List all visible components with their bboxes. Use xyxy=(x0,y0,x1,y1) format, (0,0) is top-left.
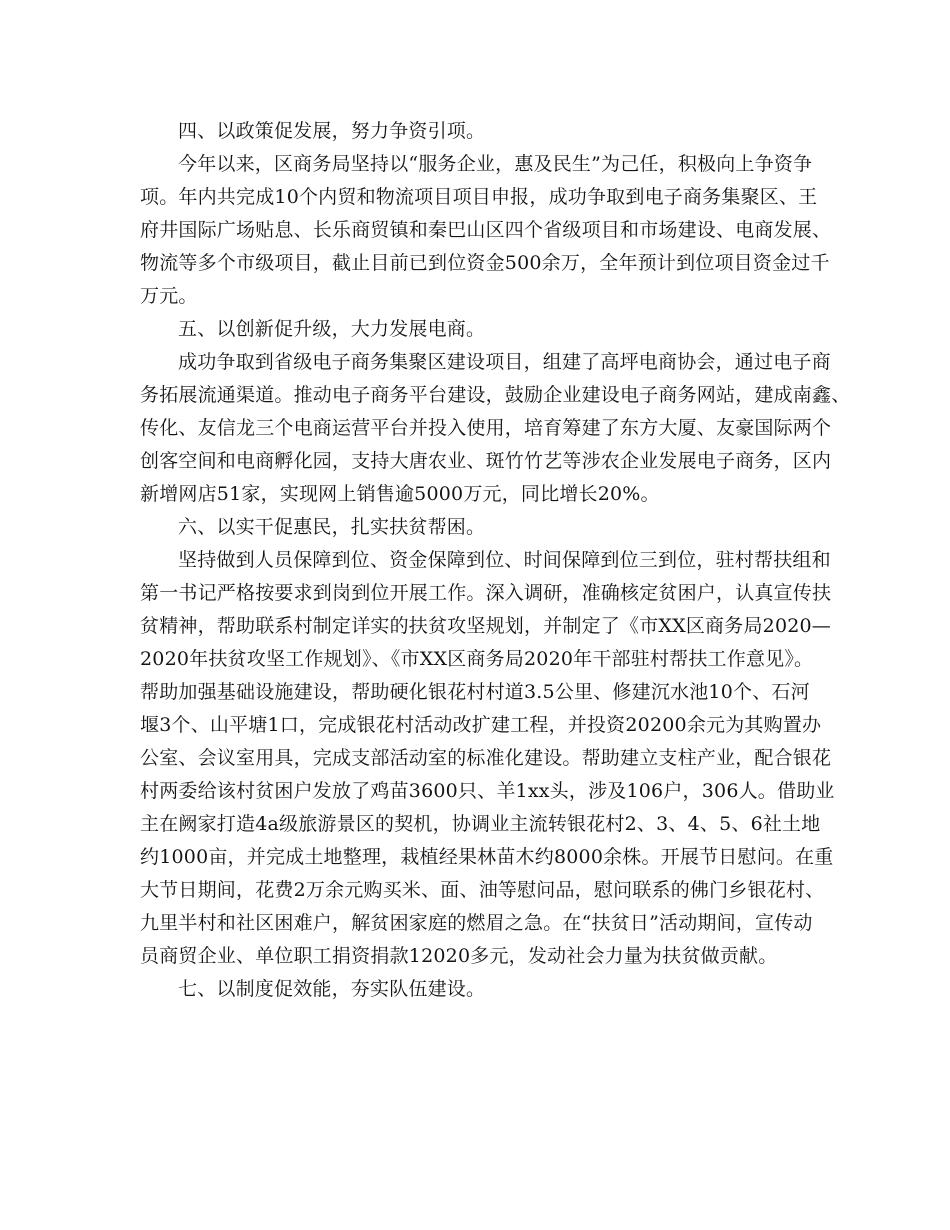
paragraph-line: 贫精神，帮助联系村制定详实的扶贫攻坚规划，并制定了《市XX区商务局2020— xyxy=(140,615,832,637)
section-heading-6: 六、以实干促惠民，扎实扶贫帮困。 xyxy=(178,516,486,538)
paragraph-line: 府井国际广场贴息、长乐商贸镇和秦巴山区四个省级项目和市场建设、电商发展、 xyxy=(140,219,832,241)
paragraph-line: 公室、会议室用具，完成支部活动室的标准化建设。帮助建立支柱产业，配合银花 xyxy=(140,747,832,769)
paragraph-line: 村两委给该村贫困户发放了鸡苗3600只、羊1xx头，涉及106户，306人。借助业 xyxy=(140,780,835,802)
paragraph-line: 务拓展流通渠道。推动电子商务平台建设，鼓励企业建设电子商务网站，建成南鑫、 xyxy=(140,384,851,406)
section-heading-7: 七、以制度促效能，夯实队伍建设。 xyxy=(178,978,486,1000)
section-heading-5: 五、以创新促升级，大力发展电商。 xyxy=(178,318,486,340)
paragraph-line: 2020年扶贫攻坚工作规划》、《市XX区商务局2020年干部驻村帮扶工作意见》。 xyxy=(140,648,814,670)
paragraph-line: 帮助加强基础设施建设，帮助硬化银花村村道3.5公里、修建沉水池10个、石河 xyxy=(140,681,810,703)
paragraph-line: 大节日期间，花费2万余元购买米、面、油等慰问品，慰问联系的佛门乡银花村、 xyxy=(140,879,825,901)
paragraph-line: 新增网店51家，实现网上销售逾5000万元，同比增长20%。 xyxy=(140,483,660,505)
paragraph-line: 成功争取到省级电子商务集聚区建设项目，组建了高坪电商协会，通过电子商 xyxy=(178,351,831,373)
section-heading-4: 四、以政策促发展，努力争资引项。 xyxy=(178,120,486,142)
paragraph-line: 物流等多个市级项目，截止目前已到位资金500余万，全年预计到位项目资金过千 xyxy=(140,252,830,274)
paragraph-line: 堰3个、山平塘1口，完成银花村活动改扩建工程，并投资20200余元为其购置办 xyxy=(140,714,822,736)
paragraph-line: 主在阙家打造4a级旅游景区的契机，协调业主流转银花村2、3、4、5、6社土地 xyxy=(140,813,821,835)
paragraph-line: 项。年内共完成10个内贸和物流项目项目申报，成功争取到电子商务集聚区、王 xyxy=(140,186,818,208)
paragraph-line: 第一书记严格按要求到岗到位开展工作。深入调研，准确核定贫困户，认真宣传扶 xyxy=(140,582,832,604)
paragraph-line: 员商贸企业、单位职工捐资捐款12020多元，发动社会力量为扶贫做贡献。 xyxy=(140,945,778,967)
paragraph-line: 约1000亩，并完成土地整理，栽植经果林苗木约8000余株。开展节日慰问。在重 xyxy=(140,846,834,868)
paragraph-line: 创客空间和电商孵化园，支持大唐农业、斑竹竹艺等涉农企业发展电子商务，区内 xyxy=(140,450,832,472)
paragraph-line: 坚持做到人员保障到位、资金保障到位、时间保障到位三到位，驻村帮扶组和 xyxy=(178,549,831,571)
paragraph-line: 今年以来，区商务局坚持以“服务企业，惠及民生”为己任，积极向上争资争 xyxy=(178,153,813,175)
paragraph-line: 传化、友信龙三个电商运营平台并投入使用，培育筹建了东方大厦、友豪国际两个 xyxy=(140,417,832,439)
paragraph-line: 九里半村和社区困难户，解贫困家庭的燃眉之急。在“扶贫日”活动期间，宣传动 xyxy=(140,912,813,934)
paragraph-line: 万元。 xyxy=(140,285,198,307)
